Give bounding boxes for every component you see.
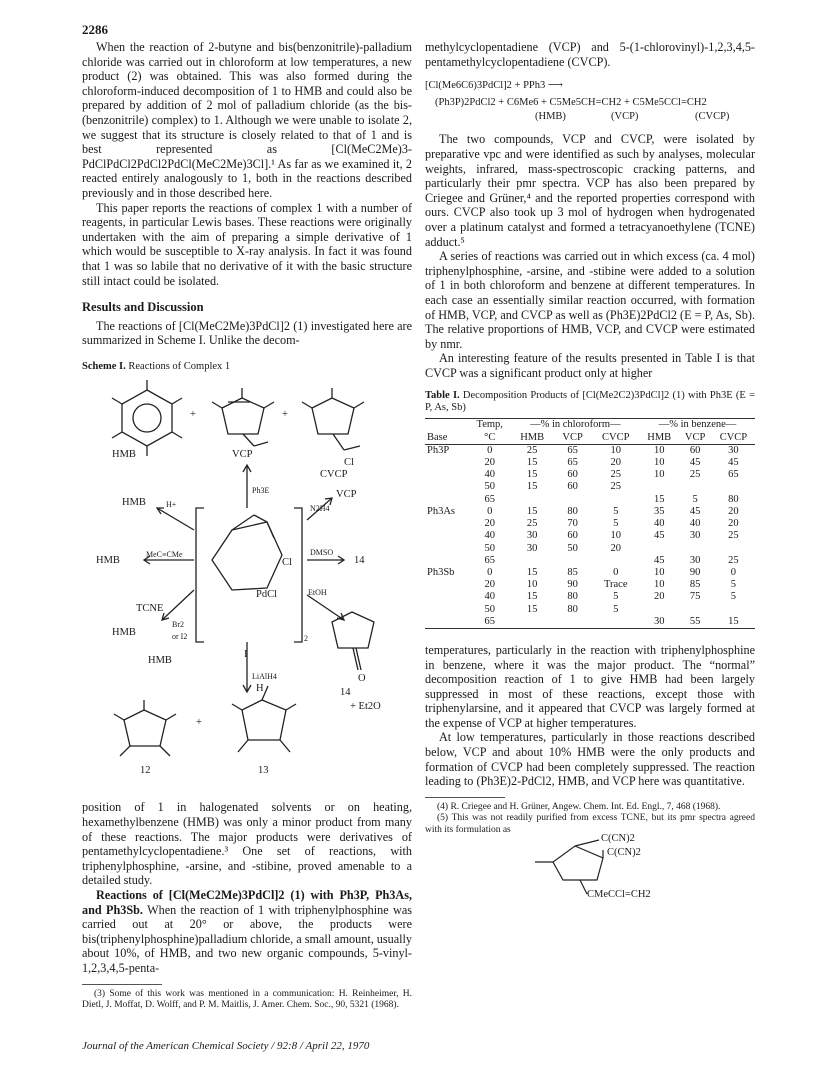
table-cell — [712, 604, 755, 616]
table-cell: 5 — [730, 579, 737, 591]
table-caption-text: Decomposition Products of [Cl(Me2C2)3PdCl]2 (1) with Ph3E (E = P, As, Sb) — [425, 390, 755, 414]
th-col: HMB — [647, 431, 672, 443]
compound-14-ring — [332, 612, 374, 648]
label-i: I — [244, 649, 248, 661]
th-col: VCP — [684, 431, 706, 443]
table-cell — [640, 481, 678, 493]
complex-bracket-right — [294, 508, 302, 642]
table-cell: 10 — [610, 530, 621, 542]
left-paragraph-5-text: When the reaction of 1 with triphenylphosphine was carried out at 20° or above, the products were bis(triphenylphosphine)palladium chloride, a small amount, usually about 10%, of HMB, and two new organic compounds, 5-vinyl-1,2,3,4,5-penta- — [82, 902, 413, 975]
label-cl-cvcp: Cl — [344, 457, 354, 469]
scheme-title-text: Reactions of Complex 1 — [128, 360, 231, 372]
page-number: 2286 — [82, 22, 108, 37]
scheme-diagram — [82, 380, 412, 800]
table-cell: 50 — [484, 542, 495, 554]
table-1-body — [425, 444, 755, 628]
label-plus-3: + — [196, 717, 202, 729]
table-cell: 25 — [689, 469, 701, 481]
label-vcp-right: VCP — [336, 489, 357, 501]
label-14-a: 14 — [354, 555, 365, 567]
label-etoh: EtOH — [308, 588, 327, 598]
table-cell: 5 — [613, 505, 619, 517]
label-ph3e: Ph3E — [252, 486, 270, 496]
hmb-aromatic-circle — [133, 404, 161, 432]
label-complex-cl: Cl — [282, 557, 292, 569]
table-cell: 50 — [484, 603, 495, 615]
table-cell: 10 — [653, 444, 665, 456]
table-cell: 80 — [567, 603, 578, 615]
table-cell — [425, 579, 469, 591]
table-cell: 5 — [692, 493, 698, 505]
table-cell: 40 — [653, 518, 665, 530]
table-cell: 0 — [487, 566, 493, 578]
footnote-5: (5) This was not readily purified from excess TCNE, but its pmr spectra agreed with its formulation as — [425, 813, 755, 835]
th-chloroform: —% in chloroform— — [530, 419, 621, 431]
table-cell — [425, 555, 469, 567]
table-row — [425, 567, 755, 579]
table-cell: 30 — [526, 542, 538, 554]
footnote-3 — [82, 989, 412, 1012]
footnote-rule-right — [425, 797, 505, 798]
label-vcp-top: VCP — [232, 449, 253, 461]
table-row — [425, 555, 755, 567]
table-cell — [425, 604, 469, 616]
table-cell: 35 — [653, 505, 665, 517]
right-paragraph-6: At low temperatures, particularly in those reactions described below, VCP and about 10% HMB were the only products and formation of CVCP had been completely suppressed. The reaction leading to (Ph3E)2-PdCl2, HMB, and VCP here was quantitative. — [425, 730, 755, 789]
label-12: 12 — [140, 765, 151, 777]
table-caption-label: Table I. — [425, 390, 460, 402]
equation-line-2: (Ph3P)2PdCl2 + C6Me6 + C5Me5CH=CH2 + C5Me5CCl=CH2 — [435, 96, 707, 108]
table-cell: 25 — [728, 530, 739, 542]
label-complex-2: 2 — [304, 634, 308, 644]
table-cell: Ph3Sb — [427, 566, 455, 578]
equation-labels — [425, 110, 755, 124]
table-cell — [678, 543, 712, 555]
tcne-adduct-structure — [425, 833, 755, 906]
table-cell — [591, 616, 640, 629]
table-cell: 85 — [567, 566, 578, 578]
table-cell — [425, 616, 469, 629]
label-plus-1: + — [190, 409, 196, 421]
table-cell: 5 — [613, 603, 619, 615]
table-cell: 0 — [487, 505, 493, 517]
table-cell: Trace — [603, 579, 628, 591]
table-cell — [678, 604, 712, 616]
table-cell: 25 — [526, 518, 538, 530]
table-cell: 15 — [526, 505, 538, 517]
table-cell: 45 — [689, 505, 701, 517]
table-cell — [425, 457, 469, 469]
label-plus-2: + — [282, 409, 288, 421]
table-cell: 20 — [728, 505, 739, 517]
table-cell: 45 — [653, 554, 665, 566]
label-hmb-bottom: HMB — [148, 655, 172, 667]
table-cell: 15 — [526, 469, 538, 481]
table-cell — [425, 481, 469, 493]
right-paragraph-2: The two compounds, VCP and CVCP, were isolated by preparative vpc and were identified as such by analyses, molecular weights, infrared, mass-spectroscopic cracking patterns, and particularly their pmr spectra. VCP has also been prepared by Criegee and Grüner,⁴ and the reported properties correspond with ours. CVCP also took up 3 mol of hydrogen when hydrogenated over a platinum catalyst and formed a tetracyanoethylene (TCNE) adduct.⁵ — [425, 132, 755, 249]
table-cell — [640, 543, 678, 555]
table-cell: 25 — [610, 481, 621, 493]
table-cell: 65 — [484, 554, 495, 566]
table-cell: 20 — [728, 518, 739, 530]
label-or-i2: or I2 — [172, 632, 188, 642]
left-paragraph-5 — [82, 888, 412, 976]
table-cell — [511, 494, 554, 506]
table-cell: 5 — [613, 591, 619, 603]
footnote-3-text: (3) Some of this work was mentioned in a communication: H. Reinheimer, H. Dietl, J. Moffat, D. Wolff, and P. M. Maitlis, J. Amer. Chem. Soc., 90, 5321 (1968). — [82, 988, 412, 1011]
label-hmb-br: HMB — [112, 627, 136, 639]
table-1 — [425, 418, 755, 628]
label-hmb-mecme: HMB — [96, 555, 120, 567]
table-cell: 20 — [610, 457, 621, 469]
right-paragraph-3: A series of reactions was carried out in which excess (ca. 4 mol) triphenylphosphine, -arsine, and -stibine were added to a solution of 1 in both chloroform and benzene at different temperatures. In each case an essentially similar reaction occurred, with formation of HMB, VCP, and CVCP as well as (Ph3E)2PdCl2 (E = P, As, Sb). The relative proportions of HMB, VCP, and CVCP were estimated by nmr. — [425, 249, 755, 351]
table-cell: 10 — [653, 579, 665, 591]
label-o: O — [358, 673, 366, 685]
table-cell: 30 — [728, 444, 739, 456]
left-paragraph-4: position of 1 in halogenated solvents or on heating, hexamethylbenzene (HMB) was only a minor product from many of these reactions. The major products were derivatives of pentamethylcyclopentadiene.³ One set of reactions, with triphenylphosphine, -arsine, and -stibine, proved amenable to a detailed study. — [82, 800, 412, 888]
table-cell: 50 — [567, 542, 578, 554]
table-row — [425, 604, 755, 616]
eq-label-cvcp: (CVCP) — [695, 111, 730, 123]
left-column — [82, 40, 412, 1012]
label-14-b: 14 — [340, 687, 351, 699]
table-cell: 50 — [484, 481, 495, 493]
table-cell: 0 — [730, 566, 737, 578]
th-benzene: —% in benzene— — [658, 419, 737, 431]
table-cell: 0 — [613, 566, 619, 578]
left-paragraph-3: The reactions of [Cl(MeC2Me)3PdCl]2 (1) investigated here are summarized in Scheme I. Unlike the decom- — [82, 318, 412, 348]
table-cell: 40 — [484, 591, 495, 603]
compound-12-ring — [124, 710, 166, 746]
table-cell — [712, 543, 755, 555]
table-cell: 65 — [484, 493, 495, 505]
table-cell — [511, 555, 554, 567]
table-row — [425, 518, 755, 530]
table-row — [425, 481, 755, 493]
right-paragraph-4: An interesting feature of the results presented in Table I is that CVCP was a significant product only at higher — [425, 351, 755, 380]
label-hmb-top: HMB — [112, 449, 136, 461]
table-row — [425, 616, 755, 629]
label-hplus: H+ — [166, 500, 177, 510]
table-cell: 30 — [689, 554, 701, 566]
label-cvcp: CVCP — [320, 469, 348, 481]
table-cell: 5 — [730, 591, 737, 603]
table-row — [425, 530, 755, 542]
table-cell — [425, 494, 469, 506]
label-h: H — [256, 683, 264, 695]
table-caption — [425, 390, 755, 414]
table-cell: 45 — [728, 457, 739, 469]
table-cell: 25 — [728, 554, 739, 566]
eq-label-vcp: (VCP) — [611, 111, 639, 123]
table-cell: 80 — [567, 505, 578, 517]
table-row — [425, 579, 755, 591]
left-paragraph-2: This paper reports the reactions of complex 1 with a number of reagents, in particular Lewis bases. These reactions were originally undertaken with the aim of preparing a simple derivative of 1 which would be susceptible to X-ray analysis. In fact it was found that 1 was so labile that no derivative of it with the basic structure still intact could be isolated. — [82, 200, 412, 288]
table-cell: 20 — [484, 518, 495, 530]
table-cell: 10 — [610, 444, 621, 456]
table-cell: 15 — [526, 481, 538, 493]
compound-13-ring — [242, 700, 286, 740]
label-complex-pdcl: PdCl — [256, 589, 278, 601]
table-cell: 90 — [567, 579, 578, 591]
label-lialh4: LiAlH4 — [252, 672, 277, 682]
table-cell: 80 — [728, 493, 739, 505]
table-cell — [591, 555, 640, 567]
table-cell — [712, 481, 755, 493]
left-paragraph-1: When the reaction of 2-butyne and bis(benzonitrile)-palladium chloride was carried out in chloroform at low temperatures, a new product (2) was obtained. This was also formed during the chloroform-induced decomposition of 1 to HMB and could also be prepared by addition of 2 mol of palladium chloride (as the bis-(benzonitrile) complex) to 1. Although we were unable to isolate 2, we suggest that its structure is closely related to that of 1 and is best represented as [Cl(MeC2Me)3-PdClPdCl2PdCl2PdCl(MeC2Me)3Cl].¹ As far as we examined it, 2 reacted entirely analogously to 1, both in the reactions described previously and in those described here. — [82, 40, 412, 200]
table-cell: 30 — [653, 615, 665, 627]
table-cell: 45 — [689, 457, 701, 469]
table-cell: 15 — [653, 493, 665, 505]
table-cell: Ph3As — [427, 505, 456, 517]
table-cell: 10 — [526, 579, 538, 591]
cvcp-ring — [312, 398, 354, 434]
table-cell — [554, 494, 592, 506]
table-cell: 30 — [526, 530, 538, 542]
table-cell: 15 — [728, 615, 739, 627]
label-br2: Br2 — [172, 620, 184, 630]
table-cell: 75 — [689, 591, 701, 603]
table-cell: 30 — [689, 530, 701, 542]
footnote-rule — [82, 984, 162, 985]
right-paragraph-5: temperatures, particularly in the reaction with triphenylphosphine in benzene, where it was the major product. The “normal” decomposition reaction of 1 to give HMB had been largely suppressed in most of these reactions, except those with triphenylarsine, and it appeared that CVCP was largely formed at the expense of VCP at higher temperatures. — [425, 642, 755, 730]
table-cell — [425, 530, 469, 542]
tcne-label-ccn2-b: C(CN)2 — [607, 847, 641, 859]
th-col: CVCP — [602, 431, 630, 443]
footnote-4: (4) R. Criegee and H. Grüner, Angew. Chem. Int. Ed. Engl., 7, 468 (1968). — [437, 801, 721, 812]
label-dmso: DMSO — [310, 548, 334, 558]
table-cell: 65 — [484, 615, 495, 627]
table-cell: 45 — [653, 530, 665, 542]
table-cell: Ph3P — [427, 444, 450, 456]
table-cell: 70 — [567, 518, 578, 530]
table-cell: 85 — [689, 579, 701, 591]
table-row — [425, 591, 755, 603]
footnotes-right — [425, 802, 755, 837]
table-cell — [511, 616, 554, 629]
table-cell: 15 — [526, 591, 538, 603]
table-cell: 10 — [653, 566, 665, 578]
th-temp: Temp, — [476, 419, 503, 431]
right-paragraph-1: methylcyclopentadiene (VCP) and 5-(1-chlorovinyl)-1,2,3,4,5-pentamethylcyclopentadiene (CVCP). — [425, 40, 755, 69]
table-cell: 60 — [567, 530, 578, 542]
table-cell: 20 — [484, 457, 495, 469]
table-cell: 65 — [728, 469, 739, 481]
table-cell: 15 — [526, 457, 538, 469]
scheme-drawing — [82, 380, 412, 800]
table-row — [425, 444, 755, 457]
label-et2o: + Et2O — [350, 701, 381, 713]
label-13: 13 — [258, 765, 269, 777]
table-cell — [425, 543, 469, 555]
section-heading: Results and Discussion — [82, 300, 204, 315]
label-mecme: MeC≡CMe — [146, 550, 183, 560]
hmb-ring — [122, 390, 172, 446]
table-cell: 40 — [484, 469, 495, 481]
th-base: Base — [427, 431, 448, 443]
table-cell: 80 — [567, 591, 578, 603]
complex-bracket-left — [196, 508, 204, 642]
th-col: HMB — [520, 431, 545, 443]
vcp-ring — [222, 398, 264, 434]
th-col: CVCP — [719, 431, 748, 443]
table-cell: 60 — [567, 481, 578, 493]
table-cell — [554, 616, 592, 629]
table-cell: 5 — [613, 518, 619, 530]
equation-line-1: [Cl(Me6C6)3PdCl]2 + PPh3 ⟶ — [425, 80, 563, 92]
right-column — [425, 40, 755, 906]
scheme-title-label: Scheme I. — [82, 360, 126, 372]
table-row — [425, 469, 755, 481]
table-cell: 15 — [526, 603, 538, 615]
table-cell: 90 — [689, 566, 701, 578]
tcne-label-ccn2-a: C(CN)2 — [601, 833, 635, 845]
table-cell — [425, 591, 469, 603]
label-tcne: TCNE — [136, 603, 164, 615]
label-hmb-hplus: HMB — [122, 497, 146, 509]
table-row — [425, 543, 755, 555]
table-cell: 25 — [526, 444, 538, 456]
table-cell: 65 — [567, 444, 578, 456]
table-cell: 40 — [689, 518, 701, 530]
table-cell — [554, 555, 592, 567]
eq-label-hmb: (HMB) — [535, 111, 566, 123]
th-deg-c: °C — [484, 431, 496, 443]
table-cell: 20 — [484, 579, 495, 591]
table-row — [425, 457, 755, 469]
table-cell: 65 — [567, 457, 578, 469]
label-n2h4: N2H4 — [310, 504, 330, 514]
table-cell: 10 — [653, 457, 665, 469]
th-col: VCP — [562, 431, 583, 443]
journal-footer: Journal of the American Chemical Society / 92:8 / April 22, 1970 — [82, 1040, 370, 1052]
table-cell: 10 — [653, 469, 665, 481]
table-row — [425, 506, 755, 518]
table-cell — [425, 518, 469, 530]
table-cell — [678, 481, 712, 493]
table-cell — [425, 469, 469, 481]
table-cell: 25 — [610, 469, 621, 481]
table-cell: 60 — [689, 444, 701, 456]
table-cell: 55 — [689, 615, 701, 627]
table-cell — [591, 494, 640, 506]
table-cell: 20 — [610, 542, 621, 554]
table-row — [425, 494, 755, 506]
table-cell: 0 — [487, 444, 493, 456]
table-cell: 40 — [484, 530, 495, 542]
table-cell: 15 — [526, 566, 538, 578]
table-cell: 60 — [567, 469, 578, 481]
scheme-title — [82, 360, 412, 375]
table-cell — [640, 604, 678, 616]
subsection-heading: Reactions of [Cl(MeC2Me)3PdCl]2 (1) with Ph3P, Ph3As, and Ph3Sb. — [82, 888, 412, 917]
tcne-label-cmeccl: CMeCCl=CH2 — [587, 889, 651, 901]
table-cell: 20 — [653, 591, 665, 603]
